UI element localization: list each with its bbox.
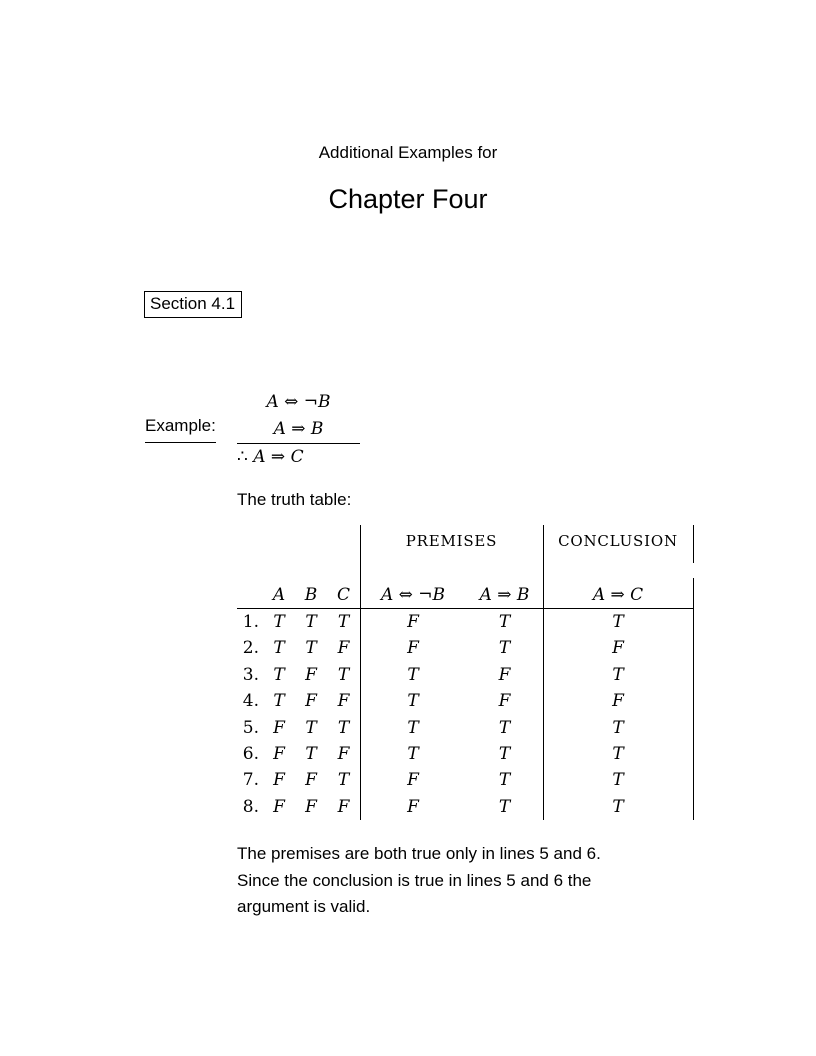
cell-premise-1: F [407,770,419,791]
row-number: 7. [242,770,259,791]
cell-C: F [337,691,350,712]
argument-premise-2: A ⇒ B [237,416,360,444]
row-number: 5. [242,717,259,738]
example-label: Example: [145,416,216,443]
cell-conclusion: T [612,796,624,817]
cell-B: F [305,664,317,685]
section-heading [144,291,242,318]
doc-title: Chapter Four [328,184,488,214]
table-row [237,794,694,820]
cell-conclusion: T [612,717,624,738]
truth-table [237,525,694,820]
cell-premise-1: F [407,612,419,632]
cell-A: T [273,612,285,632]
cell-premise-2: T [498,717,511,738]
argument-premise-1: A ⇔ ¬B [266,392,331,412]
closing-line: Since the conclusion is true in lines 5 and 6 the [237,870,592,890]
truth-table-intro: The truth table: [237,490,352,509]
row-number: 8. [242,796,259,817]
cell-premise-1: F [407,638,419,659]
header-var-B: B [304,585,318,605]
table-group-header-row [237,530,693,552]
cell-A: T [273,691,285,712]
cell-B: T [305,612,317,632]
cell-premise-1: T [407,717,419,738]
cell-A: F [273,796,285,817]
row-number: 1. [242,612,259,632]
cell-conclusion: F [612,691,624,712]
cell-A: F [273,770,285,791]
row-number: 4. [242,691,259,712]
cell-C: F [337,743,350,764]
cell-B: T [305,717,317,738]
cell-premise-2: T [498,770,511,791]
argument-conclusion: ∴ A ⇒ C [237,447,304,467]
row-number: 6. [242,743,259,764]
header-conclusion: A ⇒ C [592,585,644,605]
doc-subtitle: Additional Examples for [318,143,498,162]
cell-premise-2: T [498,743,511,764]
table-body [237,609,694,820]
closing-line: The premises are both true only in lines 5 and 6. [237,844,601,863]
cell-B: T [305,743,317,764]
table-row [237,715,694,741]
table-row [237,741,694,767]
cell-B: T [305,638,317,659]
cell-premise-2: F [498,664,511,685]
cell-B: F [305,796,317,817]
table-rule-vertical-right-top [693,525,694,563]
table-row [237,635,694,661]
argument-block [237,389,360,471]
header-var-C: C [336,585,350,605]
cell-A: T [273,664,285,685]
cell-premise-2: T [498,796,511,817]
cell-C: F [337,796,350,817]
cell-A: F [273,717,285,738]
closing-paragraph [237,841,717,921]
cell-conclusion: T [612,612,624,632]
table-column-header-row [237,579,693,608]
cell-C: F [337,638,350,659]
cell-premise-1: T [407,664,419,685]
table-row [237,662,694,688]
premises-group-header: PREMISES [405,532,498,550]
table-row [237,609,694,635]
cell-conclusion: T [612,664,624,685]
cell-premise-2: F [498,691,511,712]
cell-C: T [337,717,350,738]
cell-conclusion: F [612,638,624,659]
cell-premise-1: T [407,691,419,712]
table-row [237,767,694,793]
cell-A: F [273,743,285,764]
title-block [0,143,816,215]
cell-B: F [305,691,317,712]
spacer-cell [237,530,360,552]
header-premise-1: A ⇔ ¬B [380,585,446,605]
header-premise-2: A ⇒ B [479,585,530,605]
conclusion-group-header: CONCLUSION [558,532,678,550]
cell-C: T [337,664,350,685]
section-heading-label: Section 4.1 [150,294,236,313]
cell-C: T [337,770,350,791]
cell-premise-1: T [407,743,419,764]
cell-B: F [305,770,317,791]
row-number: 3. [242,664,259,685]
closing-line: argument is valid. [237,897,371,916]
cell-premise-1: F [407,796,419,817]
cell-premise-2: T [498,612,511,632]
cell-C: T [337,612,350,632]
cell-conclusion: T [612,770,624,791]
table-row [237,688,694,714]
header-var-A: A [272,585,286,605]
cell-conclusion: T [612,743,624,764]
row-number: 2. [242,638,259,659]
cell-A: T [273,638,285,659]
cell-premise-2: T [498,638,511,659]
